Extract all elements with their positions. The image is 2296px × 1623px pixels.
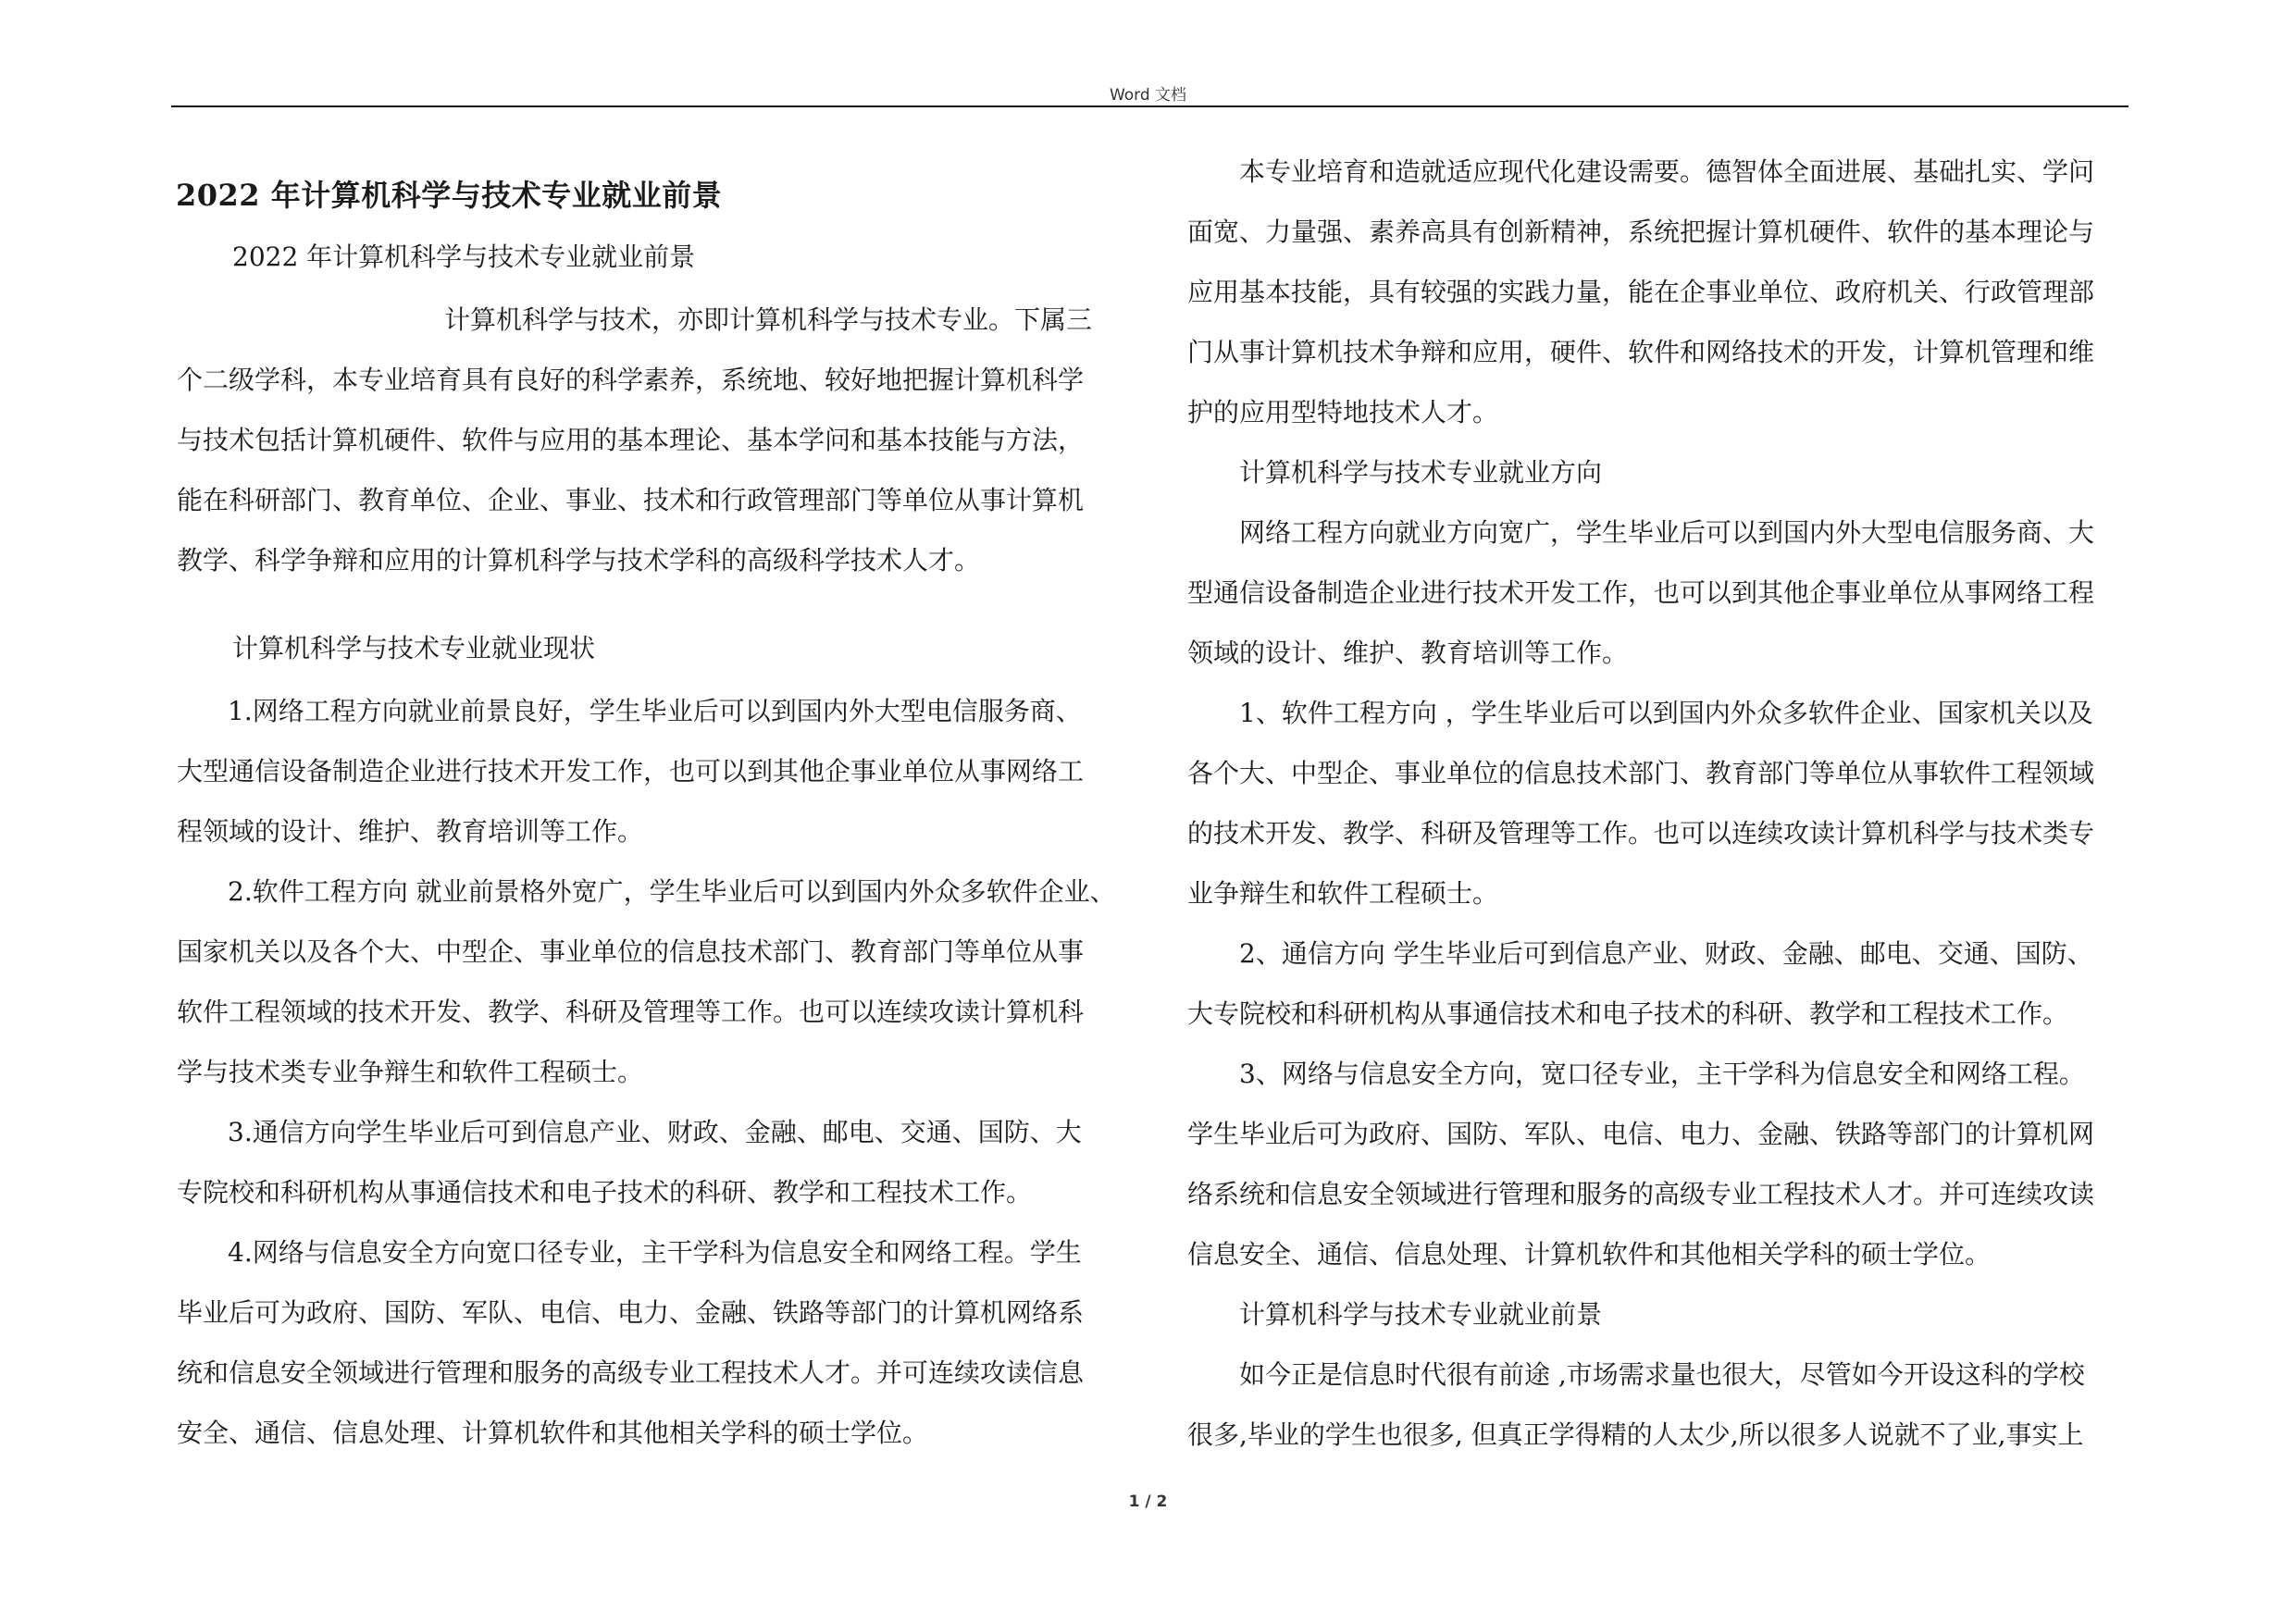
- paragraph-line: 领域的设计、维护、教育培训等工作。: [1187, 638, 1629, 668]
- paragraph-line: 护的应用型特地技术人才。: [1187, 397, 1499, 427]
- paragraph-line: 1.网络工程方向就业前景良好，学生毕业后可以到国内外大型电信服务商、: [228, 696, 1082, 726]
- paragraph-line: 的技术开发、教学、科研及管理等工作。也可以连续攻读计算机科学与技术类专: [1187, 818, 2095, 849]
- paragraph-line: 安全、通信、信息处理、计算机软件和其他相关学科的硕士学位。: [177, 1418, 929, 1448]
- paragraph-line: 如今正是信息时代很有前途 ,市场需求量也很大，尽管如今开设这科的学校: [1239, 1359, 2085, 1390]
- paragraph-line: 4.网络与信息安全方向宽口径专业，主干学科为信息安全和网络工程。学生: [228, 1237, 1082, 1268]
- paragraph-line: 专院校和科研机构从事通信技术和电子技术的科研、教学和工程技术工作。: [177, 1177, 1033, 1208]
- paragraph-line: 3.通信方向学生毕业后可到信息产业、财政、金融、邮电、交通、国防、大: [228, 1117, 1082, 1147]
- page-number: 1 / 2: [1128, 1493, 1168, 1511]
- paragraph-line: 信息安全、通信、信息处理、计算机软件和其他相关学科的硕士学位。: [1187, 1239, 1992, 1270]
- paragraph-line: 很多,毕业的学生也很多, 但真正学得精的人太少,所以很多人说就不了业,事实上: [1187, 1419, 2084, 1450]
- paragraph-line: 与技术包括计算机硬件、软件与应用的基本理论、基本学问和基本技能与方法，: [177, 425, 1085, 455]
- paragraph-line: 毕业后可为政府、国防、军队、电信、电力、金融、铁路等部门的计算机网络系: [177, 1297, 1085, 1328]
- paragraph-line: 2.软件工程方向 就业前景格外宽广，学生毕业后可以到国内外众多软件企业、: [228, 876, 1116, 907]
- paragraph-line: 大型通信设备制造企业进行技术开发工作，也可以到其他企事业单位从事网络工: [177, 756, 1085, 787]
- paragraph-line: 统和信息安全领域进行管理和服务的高级专业工程技术人才。并可连续攻读信息: [177, 1357, 1085, 1388]
- page-header-label: Word 文档: [1109, 86, 1187, 105]
- subtitle-line: 2022 年计算机科学与技术专业就业前景: [232, 242, 696, 272]
- paragraph-line: 教学、科学争辩和应用的计算机科学与技术学科的高级科学技术人才。: [177, 545, 981, 576]
- paragraph-line: 3、网络与信息安全方向，宽口径专业，主干学科为信息安全和网络工程。: [1239, 1059, 2085, 1089]
- paragraph-line: 学与技术类专业争辩生和软件工程硕士。: [177, 1057, 644, 1087]
- paragraph-line: 个二级学科，本专业培育具有良好的科学素养，系统地、较好地把握计算机科学: [177, 365, 1085, 395]
- paragraph-line: 面宽、力量强、素养高具有创新精神，系统把握计算机硬件、软件的基本理论与: [1187, 217, 2095, 247]
- paragraph-line: 络系统和信息安全领域进行管理和服务的高级专业工程技术人才。并可连续攻读: [1187, 1179, 2095, 1209]
- paragraph-line: 应用基本技能，具有较强的实践力量，能在企事业单位、政府机关、行政管理部: [1187, 277, 2095, 307]
- paragraph-line: 学生毕业后可为政府、国防、军队、电信、电力、金融、铁路等部门的计算机网: [1187, 1119, 2095, 1149]
- paragraph-line: 能在科研部门、教育单位、企业、事业、技术和行政管理部门等单位从事计算机: [177, 485, 1085, 515]
- paragraph-line: 网络工程方向就业方向宽广，学生毕业后可以到国内外大型电信服务商、大: [1239, 517, 2095, 548]
- paragraph-line: 计算机科学与技术，亦即计算机科学与技术专业。下属三: [444, 304, 1093, 335]
- paragraph-line: 1、软件工程方向 ，学生毕业后可以到国内外众多软件企业、国家机关以及: [1239, 698, 2093, 728]
- header-rule: [171, 105, 2128, 107]
- paragraph-line: 门从事计算机技术争辩和应用，硬件、软件和网络技术的开发，计算机管理和维: [1187, 337, 2095, 367]
- section-heading: 计算机科学与技术专业就业现状: [232, 633, 596, 663]
- section-heading: 计算机科学与技术专业就业方向: [1239, 457, 1603, 488]
- document-title: 2022 年计算机科学与技术专业就业前景: [176, 178, 723, 213]
- paragraph-line: 软件工程领域的技术开发、教学、科研及管理等工作。也可以连续攻读计算机科: [177, 997, 1085, 1027]
- paragraph-line: 程领域的设计、维护、教育培训等工作。: [177, 816, 644, 847]
- paragraph-line: 大专院校和科研机构从事通信技术和电子技术的科研、教学和工程技术工作。: [1187, 998, 2069, 1029]
- paragraph-line: 国家机关以及各个大、中型企、事业单位的信息技术部门、教育部门等单位从事: [177, 936, 1085, 967]
- paragraph-line: 2、通信方向 学生毕业后可到信息产业、财政、金融、邮电、交通、国防、: [1239, 938, 2093, 969]
- paragraph-line: 业争辩生和软件工程硕士。: [1187, 878, 1499, 909]
- paragraph-line: 各个大、中型企、事业单位的信息技术部门、教育部门等单位从事软件工程领域: [1187, 758, 2095, 788]
- paragraph-line: 本专业培育和造就适应现代化建设需要。德智体全面进展、基础扎实、学问: [1239, 156, 2095, 187]
- paragraph-line: 型通信设备制造企业进行技术开发工作，也可以到其他企事业单位从事网络工程: [1187, 577, 2095, 608]
- section-heading: 计算机科学与技术专业就业前景: [1239, 1299, 1603, 1330]
